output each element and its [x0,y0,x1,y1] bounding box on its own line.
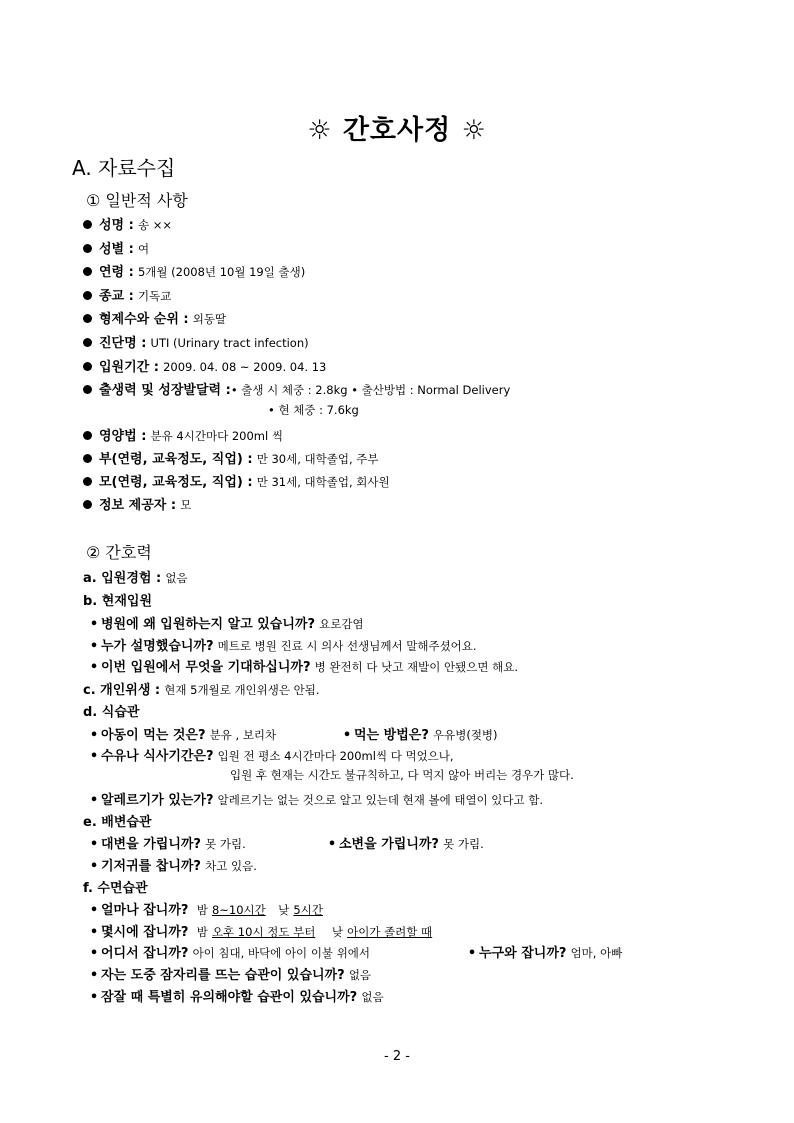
bullet-icon [83,291,92,300]
nursing-history-heading: ② 간호력 [86,543,152,562]
general-row-siblings: 형제수와 순위 : 외동딸 [83,308,226,327]
bullet-icon [83,500,92,509]
eating-habits-heading: d. 식습관 [83,705,140,720]
bullet-icon [83,267,92,276]
general-info-heading: ① 일반적 사항 [86,191,188,210]
current-admission-q3: • 이번 입원에서 무엇을 기대하십니까? 병 완전히 다 낫고 재발이 안됐으면 해요. [89,660,518,675]
current-admission-q1: • 병원에 왜 입원하는지 알고 있습니까? 요로감염 [89,617,364,632]
bullet-icon [83,362,92,371]
elimination-heading: e. 배변습관 [83,815,152,830]
current-admission-q2: • 누가 설명했습니까? 메트로 병원 진료 시 의사 선생님께서 말해주셨어요. [89,639,477,654]
general-row-name: 성명 : 송 ×× [83,214,172,233]
sleep-habits-heading: f. 수면습관 [83,881,148,896]
bullet-icon [83,220,92,229]
current-admission-heading: b. 현재입원 [83,594,153,609]
section-a-heading: A. 자료수집 [72,156,176,180]
general-row-diagnosis: 진단명 : UTI (Urinary tract infection) [83,332,309,351]
sleep-q3: • 어디서 잡니까? 아이 침대, 바닥에 아이 이불 위에서 [89,946,371,961]
sleep-q4: • 자는 도중 잠자리를 뜨는 습관이 있습니까? 없음 [89,968,372,983]
general-row-current-weight: • 현 체중 : 7.6kg [268,403,359,417]
bullet-icon [83,314,92,323]
general-row-age: 연령 : 5개월 (2008년 10월 19일 출생) [83,261,305,280]
general-row-mother: 모(연령, 교육정도, 직업) : 만 31세, 대학졸업, 회사원 [83,471,390,490]
general-row-sex: 성별 : 여 [83,238,149,257]
general-row-birth-history: 출생력 및 성장발달력 :• 출생 시 체중 : 2.8kg • 출산방법 : Normal Delivery [83,379,510,398]
general-row-father: 부(연령, 교육정도, 직업) : 만 30세, 대학졸업, 주부 [83,448,379,467]
bullet-icon [83,454,92,463]
bullet-icon [83,431,92,440]
bullet-icon [83,244,92,253]
page-number: - 2 - [384,1049,410,1064]
general-row-religion: 종교 : 기독교 [83,285,171,304]
eating-q4: • 알레르기가 있는가? 알레르기는 없는 것으로 알고 있는데 현재 볼에 태열이 있다고 함. [89,793,544,808]
admission-experience: a. 입원경험 : 없음 [83,571,188,586]
sleep-q3b: • 누구와 잡니까? 엄마, 아빠 [467,946,623,961]
bullet-icon [83,338,92,347]
elimination-q3: • 기저귀를 찹니까? 차고 있음. [89,859,257,874]
sleep-q1: • 얼마나 잡니까? 밤 8~10시간 낮 5시간 [89,903,323,918]
general-row-nutrition: 영양법 : 분유 4시간마다 200ml 씩 [83,425,283,444]
document-title: ☼ 간호사정 ☼ [307,115,487,146]
eating-q1: • 아동이 먹는 것은? 분유 , 보리차 [89,728,277,743]
elimination-q2: • 소변을 가립니까? 못 가림. [327,837,484,852]
eating-q2: • 먹는 방법은? 우유병(젖병) [342,728,498,743]
elimination-q1: • 대변을 가립니까? 못 가림. [89,837,246,852]
bullet-icon [83,385,92,394]
eating-q3-continued: 입원 후 현재는 시간도 불규칙하고, 다 먹지 않아 버리는 경우가 많다. [230,768,574,782]
personal-hygiene: c. 개인위생 : 현재 5개월로 개인위생은 안됨. [83,683,320,698]
general-row-admission-period: 입원기간 : 2009. 04. 08 ~ 2009. 04. 13 [83,356,326,375]
general-row-informant: 정보 제공자 : 모 [83,494,191,513]
sleep-q2: • 몇시에 잡니까? 밤 오후 10시 정도 부터 낮 아이가 졸려할 때 [89,925,433,940]
eating-q3: • 수유나 식사기간은? 입원 전 평소 4시간마다 200ml씩 다 먹었으나, [89,749,454,764]
bullet-icon [83,477,92,486]
sleep-q5: • 잠잘 때 특별히 유의해야할 습관이 있습니까? 없음 [89,990,384,1005]
